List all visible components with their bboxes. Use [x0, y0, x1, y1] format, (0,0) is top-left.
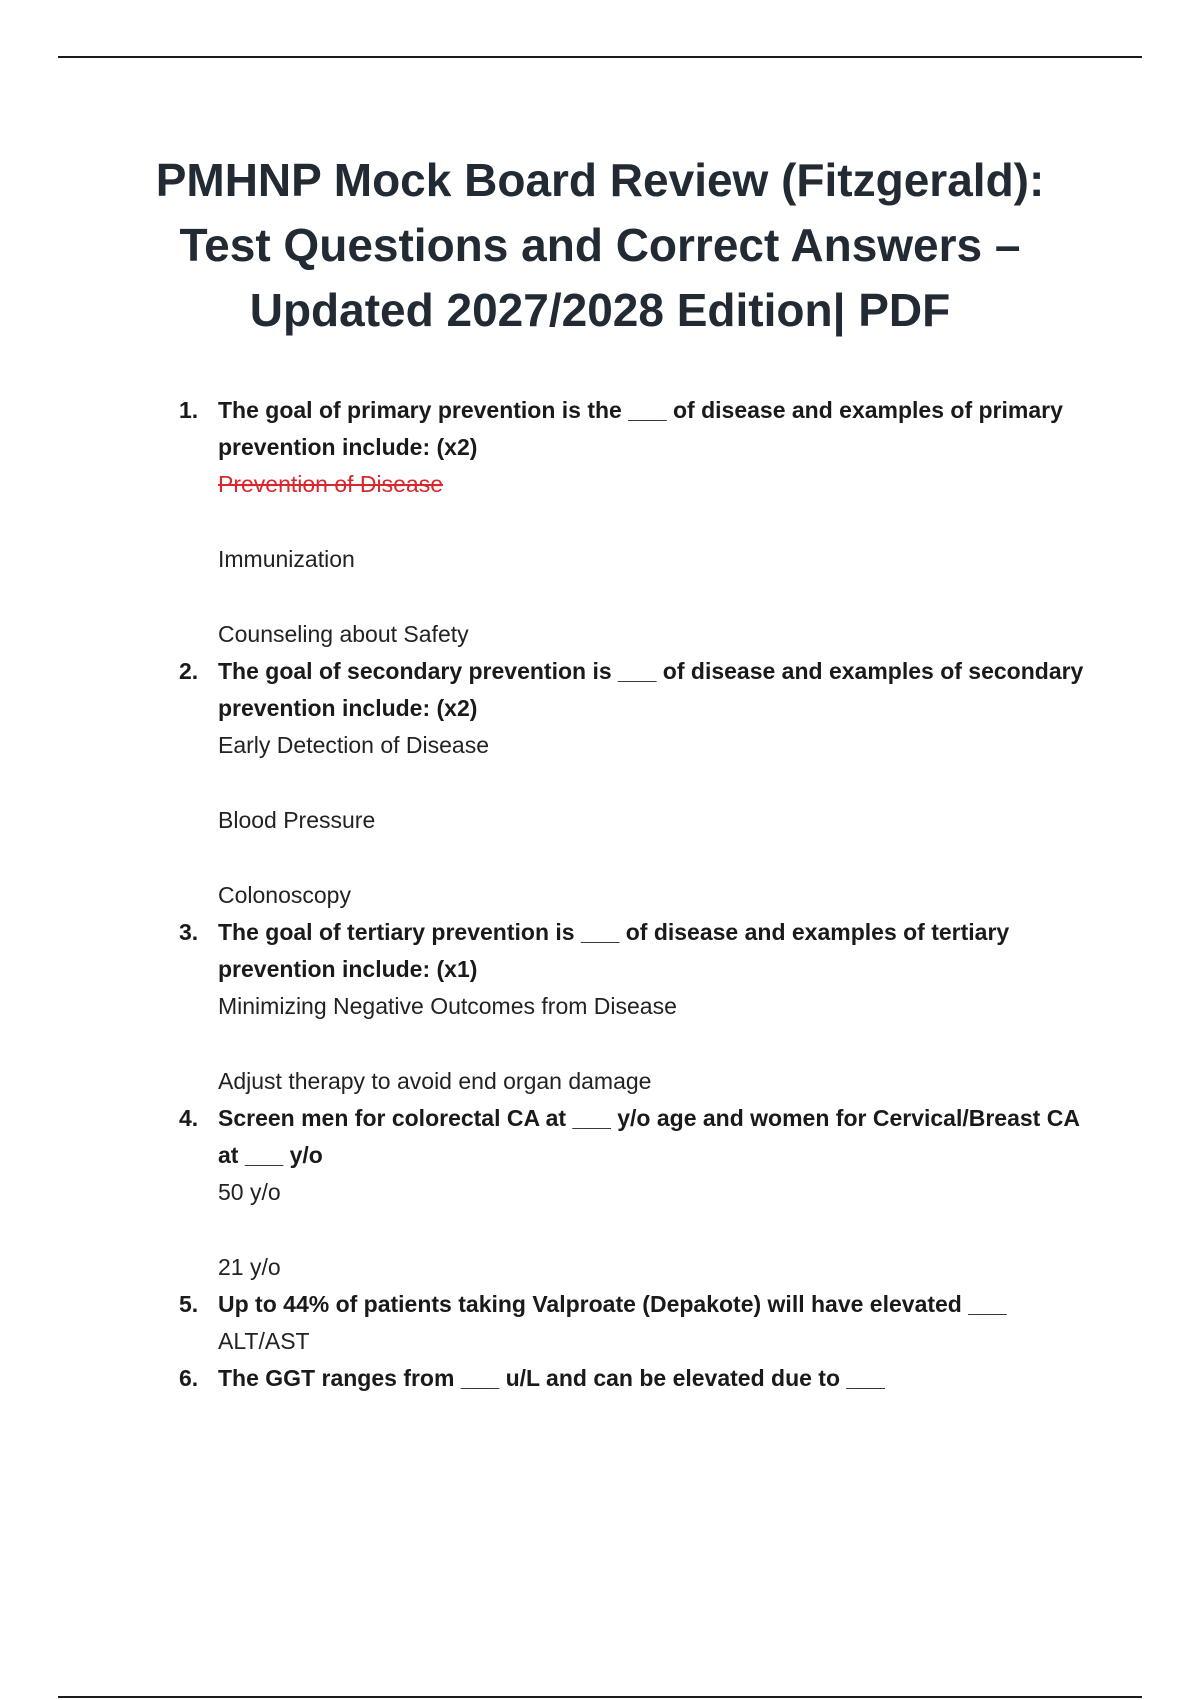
question-text: The goal of secondary prevention is ___ of disease and examples of secondary prevention include: (x2) — [218, 658, 1084, 721]
answer-group — [218, 1174, 1094, 1286]
answer-group — [218, 988, 1094, 1100]
answer-struck: Prevention of Disease — [218, 471, 444, 497]
answer: Adjust therapy to avoid end organ damage — [218, 1068, 652, 1094]
question-item — [174, 1286, 1094, 1360]
answer: 50 y/o — [218, 1179, 281, 1205]
question-number: 4. — [179, 1105, 199, 1131]
question-number: 6. — [179, 1365, 199, 1391]
answer: Immunization — [218, 546, 355, 572]
question-number: 1. — [179, 397, 199, 423]
question-item — [174, 1360, 1094, 1397]
bottom-rule — [58, 1696, 1142, 1698]
answer: Colonoscopy — [218, 882, 351, 908]
question-list — [174, 392, 1094, 1397]
question-text: The goal of primary prevention is the ___ of disease and examples of primary prevention include: (x2) — [218, 397, 1063, 460]
question-item — [174, 1100, 1094, 1286]
answer: Early Detection of Disease — [218, 732, 490, 758]
answer: Minimizing Negative Outcomes from Disease — [218, 993, 677, 1019]
document-title — [100, 148, 1100, 343]
question-item — [174, 392, 1094, 653]
top-rule — [58, 56, 1142, 58]
question-number: 5. — [179, 1291, 199, 1317]
answer-group — [218, 727, 1094, 914]
answer-group — [218, 466, 1094, 653]
question-item — [174, 914, 1094, 1100]
answer: Counseling about Safety — [218, 621, 469, 647]
question-number: 3. — [179, 919, 199, 945]
title-line-2: Test Questions and Correct Answers – — [179, 219, 1021, 271]
question-number: 2. — [179, 658, 199, 684]
question-text: The goal of tertiary prevention is ___ of disease and examples of tertiary prevention include: (x1) — [218, 919, 1010, 982]
question-text: The GGT ranges from ___ u/L and can be elevated due to ___ — [218, 1365, 885, 1391]
title-line-1: PMHNP Mock Board Review (Fitzgerald): — [155, 154, 1045, 206]
answer-group — [218, 1323, 1094, 1360]
answer: 21 y/o — [218, 1254, 281, 1280]
question-item — [174, 653, 1094, 914]
answer: Blood Pressure — [218, 807, 376, 833]
title-line-3: Updated 2027/2028 Edition| PDF — [249, 284, 951, 336]
question-text: Up to 44% of patients taking Valproate (Depakote) will have elevated ___ — [218, 1291, 1007, 1317]
answer: ALT/AST — [218, 1328, 310, 1354]
question-text: Screen men for colorectal CA at ___ y/o age and women for Cervical/Breast CA at ___ y/o — [218, 1105, 1080, 1168]
